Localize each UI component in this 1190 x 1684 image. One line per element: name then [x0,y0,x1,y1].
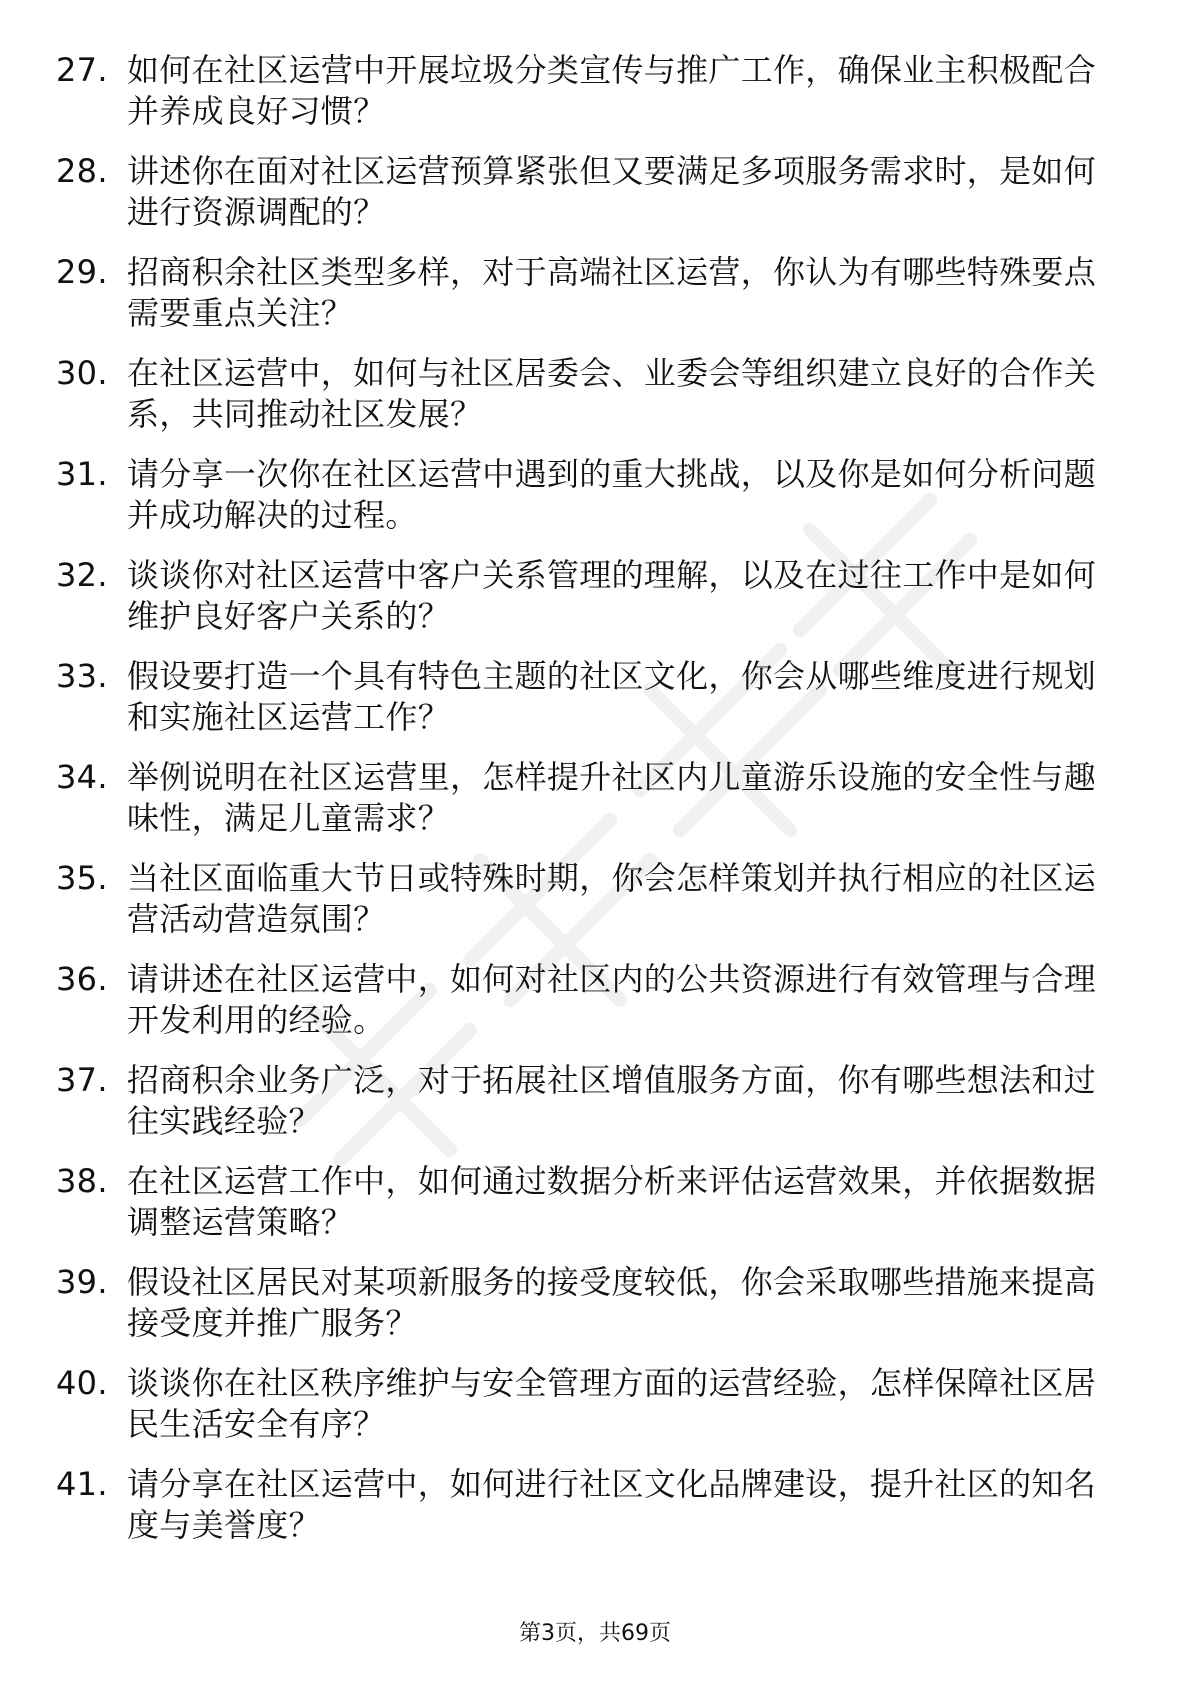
question-text: 谈谈你对社区运营中客户关系管理的理解，以及在过往工作中是如何维护良好客户关系的？ [127,556,1097,635]
list-item [56,858,1116,940]
list-item [56,757,1116,839]
list-item [56,151,1116,233]
question-number: 33. [56,657,108,695]
question-text: 如何在社区运营中开展垃圾分类宣传与推广工作，确保业主积极配合并养成良好习惯？ [127,51,1097,130]
question-number: 38. [56,1162,108,1200]
question-text: 招商积余社区类型多样，对于高端社区运营，你认为有哪些特殊要点需要重点关注？ [127,253,1097,332]
list-item [56,656,1116,738]
question-text: 假设社区居民对某项新服务的接受度较低，你会采取哪些措施来提高接受度并推广服务？ [127,1263,1097,1342]
question-text: 谈谈你在社区秩序维护与安全管理方面的运营经验，怎样保障社区居民生活安全有序？ [127,1364,1097,1443]
list-item [56,1161,1116,1243]
list-item [56,959,1116,1041]
question-text: 在社区运营工作中，如何通过数据分析来评估运营效果，并依据数据调整运营策略？ [127,1162,1097,1241]
question-text: 当社区面临重大节日或特殊时期，你会怎样策划并执行相应的社区运营活动营造氛围？ [127,859,1097,938]
list-item [56,1060,1116,1142]
list-item [56,1262,1116,1344]
question-number: 27. [56,51,108,89]
question-number: 36. [56,960,108,998]
question-text: 假设要打造一个具有特色主题的社区文化，你会从哪些维度进行规划和实施社区运营工作？ [127,657,1097,736]
page-footer [0,1620,1190,1648]
list-item [56,1363,1116,1445]
question-number: 37. [56,1061,108,1099]
question-number: 40. [56,1364,108,1402]
list-item [56,353,1116,435]
list-item [56,50,1116,132]
question-number: 28. [56,152,108,190]
question-text: 请讲述在社区运营中，如何对社区内的公共资源进行有效管理与合理开发利用的经验。 [127,960,1097,1039]
question-text: 请分享在社区运营中，如何进行社区文化品牌建设，提升社区的知名度与美誉度？ [127,1465,1097,1544]
question-number: 35. [56,859,108,897]
question-text: 讲述你在面对社区运营预算紧张但又要满足多项服务需求时，是如何进行资源调配的？ [127,152,1097,231]
question-text: 招商积余业务广泛，对于拓展社区增值服务方面，你有哪些想法和过往实践经验？ [127,1061,1097,1140]
list-item [56,252,1116,334]
question-number: 34. [56,758,108,796]
question-text: 在社区运营中，如何与社区居委会、业委会等组织建立良好的合作关系，共同推动社区发展？ [127,354,1097,433]
list-item [56,555,1116,637]
question-number: 30. [56,354,108,392]
page-number-label: 第3页，共69页 [519,1621,671,1646]
question-number: 31. [56,455,108,493]
list-item [56,1464,1116,1546]
question-number: 29. [56,253,108,291]
question-text: 请分享一次你在社区运营中遇到的重大挑战，以及你是如何分析问题并成功解决的过程。 [127,455,1097,534]
question-list [56,50,1116,1565]
question-text: 举例说明在社区运营里，怎样提升社区内儿童游乐设施的安全性与趣味性，满足儿童需求？ [127,758,1097,837]
list-item [56,454,1116,536]
question-number: 32. [56,556,108,594]
question-number: 39. [56,1263,108,1301]
question-number: 41. [56,1465,108,1503]
